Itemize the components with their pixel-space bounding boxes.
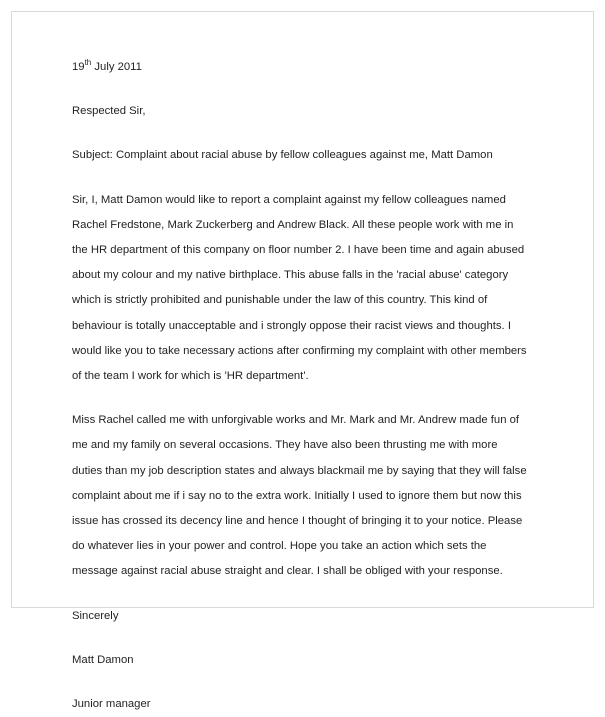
page-border-frame	[11, 11, 594, 711]
signature-title: Junior manager	[72, 698, 151, 711]
letter-salutation: Respected Sir,	[72, 105, 146, 118]
signature-name: Matt Damon	[72, 653, 134, 666]
letter-body	[72, 55, 530, 717]
letter-subject-line: Subject: Complaint about racial abuse by fellow colleagues against me, Matt Damon	[72, 149, 493, 162]
letter-paragraph: Sir, I, Matt Damon would like to report a complaint against my fellow colleagues named Rachel Fredstone, Mark Zuckerberg and Andrew Black. All these people work with me in the HR department of this company on floor number 2. I have been time and again abused about my colour and my native birthplace. This abuse falls in the 'racial abuse' category which is strictly prohibited and punishable under the law of this country. This kind of behaviour is totally unacceptable and i strongly oppose their racist views and thoughts. I would like you to take necessary actions after confirming my complaint with other members of the team I work for which is 'HR department'.	[72, 193, 527, 383]
letter-date	[72, 55, 530, 80]
letter-paragraph: Miss Rachel called me with unforgivable works and Mr. Mark and Mr. Andrew made fun of me and my family on several occasions. They have also been thrusting me with more duties than my job description states and always blackmail me by saying that they will false complaint about me if i say no to the extra work. Initially I used to ignore them but now this issue has crossed its decency line and hence I thought of bringing it to your notice. Please do whatever lies in your power and control. Hope you take an action which sets the message against racial abuse straight and clear. I shall be obliged with your response.	[72, 414, 527, 578]
letter-closing: Sincerely	[72, 609, 119, 622]
letter-signature-block	[72, 604, 530, 717]
date-rest: July 2011	[91, 61, 142, 73]
date-ordinal-suffix: th	[84, 58, 92, 68]
date-day: 19	[72, 61, 85, 73]
